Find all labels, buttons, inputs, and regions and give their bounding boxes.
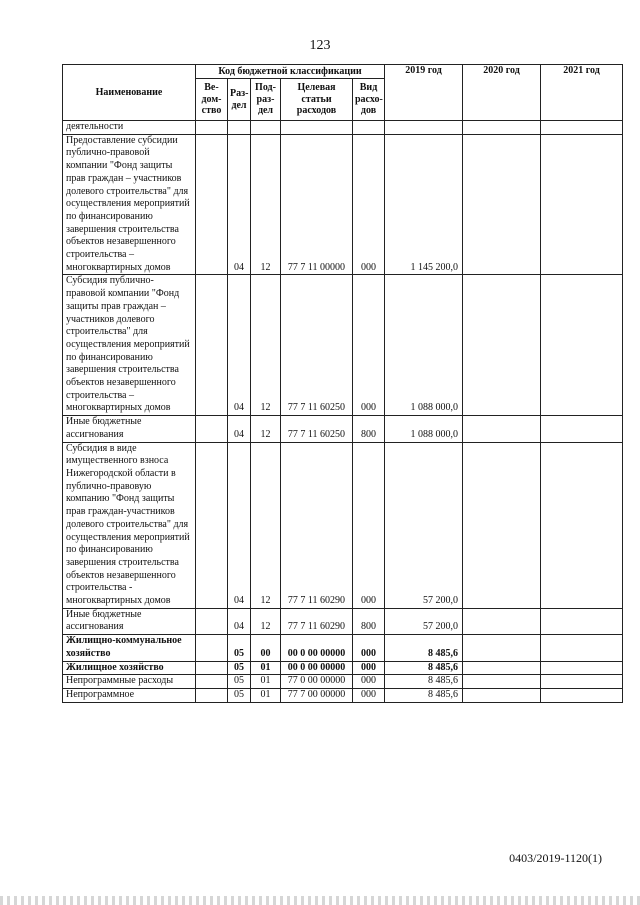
- budget-table: [62, 64, 623, 703]
- cell-target: 77 7 11 60290: [281, 442, 353, 608]
- cell-ved: [196, 121, 228, 135]
- cell-podrazdel: 01: [251, 688, 281, 702]
- cell-target: [281, 121, 353, 135]
- cell-y2020: [463, 416, 541, 442]
- cell-podrazdel: 12: [251, 442, 281, 608]
- header-target: Целевая статьи расходов: [281, 79, 353, 121]
- cell-podrazdel: 12: [251, 275, 281, 416]
- cell-razdel: 05: [228, 635, 251, 661]
- cell-y2019: 8 485,6: [385, 688, 463, 702]
- header-name: Наименование: [63, 65, 196, 121]
- cell-name: Субсидия публично-правовой компании "Фонд защиты прав граждан – участников долевого строительства" для осуществления мероприятий по финансированию завершения строительства объектов незавершенного строительства – многоквартирных домов: [63, 275, 196, 416]
- cell-name: Жилищно-коммунальное хозяйство: [63, 635, 196, 661]
- table-row: [63, 442, 623, 608]
- table-row: [63, 688, 623, 702]
- header-razdel: Раз-дел: [228, 79, 251, 121]
- table-row: [63, 275, 623, 416]
- cell-y2020: [463, 134, 541, 275]
- cell-podrazdel: 12: [251, 416, 281, 442]
- cell-y2019: 57 200,0: [385, 442, 463, 608]
- cell-razdel: 05: [228, 661, 251, 675]
- cell-vid: 800: [353, 608, 385, 634]
- cell-target: 00 0 00 00000: [281, 635, 353, 661]
- cell-razdel: 04: [228, 275, 251, 416]
- header-podrazdel: Под-раз-дел: [251, 79, 281, 121]
- table-row: [63, 635, 623, 661]
- cell-target: 77 7 11 00000: [281, 134, 353, 275]
- header-2021: 2021 год: [541, 65, 623, 121]
- table-row: [63, 675, 623, 689]
- cell-vid: 000: [353, 635, 385, 661]
- cell-y2020: [463, 275, 541, 416]
- cell-target: 77 7 00 00000: [281, 688, 353, 702]
- cell-vid: 000: [353, 275, 385, 416]
- cell-ved: [196, 442, 228, 608]
- cell-name: Непрограммное: [63, 688, 196, 702]
- cell-name: Непрограммные расходы: [63, 675, 196, 689]
- cell-razdel: 05: [228, 675, 251, 689]
- cell-vid: 000: [353, 442, 385, 608]
- cell-y2019: [385, 121, 463, 135]
- cell-y2020: [463, 675, 541, 689]
- cell-y2021: [541, 675, 623, 689]
- cell-ved: [196, 608, 228, 634]
- cell-y2019: 1 145 200,0: [385, 134, 463, 275]
- header-vid: Вид расхо-дов: [353, 79, 385, 121]
- cell-ved: [196, 134, 228, 275]
- cell-y2021: [541, 442, 623, 608]
- cell-ved: [196, 688, 228, 702]
- cell-ved: [196, 661, 228, 675]
- header-vedomstvo: Ве-дом-ство: [196, 79, 228, 121]
- cell-podrazdel: 01: [251, 661, 281, 675]
- scan-edge-strip: [0, 896, 640, 905]
- cell-y2020: [463, 661, 541, 675]
- cell-target: 00 0 00 00000: [281, 661, 353, 675]
- cell-y2021: [541, 688, 623, 702]
- cell-razdel: 05: [228, 688, 251, 702]
- cell-target: 77 7 11 60290: [281, 608, 353, 634]
- cell-y2020: [463, 121, 541, 135]
- cell-target: 77 7 11 60250: [281, 275, 353, 416]
- cell-vid: 800: [353, 416, 385, 442]
- cell-razdel: 04: [228, 608, 251, 634]
- table-row: [63, 134, 623, 275]
- cell-y2020: [463, 608, 541, 634]
- cell-y2021: [541, 661, 623, 675]
- table-row: [63, 608, 623, 634]
- cell-razdel: 04: [228, 134, 251, 275]
- header-classification: Код бюджетной классификации: [196, 65, 385, 79]
- cell-name: Субсидия в виде имущественного взноса Нижегородской области в публично-правовую компанию "Фонд защиты прав граждан-участников долевого строительства" для осуществления мероприятий по финансированию завершения строительства объектов незавершенного строительства - многоквартирных домов: [63, 442, 196, 608]
- cell-y2020: [463, 688, 541, 702]
- cell-y2021: [541, 608, 623, 634]
- cell-y2021: [541, 121, 623, 135]
- cell-vid: 000: [353, 688, 385, 702]
- cell-y2021: [541, 134, 623, 275]
- cell-razdel: [228, 121, 251, 135]
- document-code: 0403/2019-1120(1): [509, 851, 602, 865]
- cell-ved: [196, 675, 228, 689]
- cell-razdel: 04: [228, 442, 251, 608]
- cell-podrazdel: 12: [251, 608, 281, 634]
- cell-podrazdel: 12: [251, 134, 281, 275]
- cell-name: деятельности: [63, 121, 196, 135]
- cell-y2021: [541, 635, 623, 661]
- table-row: [63, 416, 623, 442]
- cell-name: Жилищное хозяйство: [63, 661, 196, 675]
- cell-vid: 000: [353, 661, 385, 675]
- cell-podrazdel: 01: [251, 675, 281, 689]
- cell-podrazdel: 00: [251, 635, 281, 661]
- cell-y2019: 57 200,0: [385, 608, 463, 634]
- table-row: [63, 661, 623, 675]
- cell-ved: [196, 416, 228, 442]
- cell-vid: 000: [353, 675, 385, 689]
- table-row: [63, 121, 623, 135]
- cell-y2019: 1 088 000,0: [385, 275, 463, 416]
- cell-y2020: [463, 442, 541, 608]
- cell-podrazdel: [251, 121, 281, 135]
- cell-target: 77 0 00 00000: [281, 675, 353, 689]
- cell-ved: [196, 635, 228, 661]
- cell-target: 77 7 11 60250: [281, 416, 353, 442]
- page-number: 123: [309, 38, 331, 53]
- header-2020: 2020 год: [463, 65, 541, 121]
- cell-y2019: 8 485,6: [385, 675, 463, 689]
- cell-y2019: 1 088 000,0: [385, 416, 463, 442]
- cell-ved: [196, 275, 228, 416]
- cell-vid: 000: [353, 134, 385, 275]
- cell-name: Иные бюджетные ассигнования: [63, 416, 196, 442]
- cell-razdel: 04: [228, 416, 251, 442]
- cell-name: Иные бюджетные ассигнования: [63, 608, 196, 634]
- cell-name: Предоставление субсидии публично-правовой компании "Фонд защиты прав граждан – участников долевого строительства" для осуществления мероприятий по финансированию завершения строительства объектов незавершенного строительства – многоквартирных домов: [63, 134, 196, 275]
- cell-y2020: [463, 635, 541, 661]
- cell-y2019: 8 485,6: [385, 661, 463, 675]
- cell-y2021: [541, 275, 623, 416]
- cell-y2021: [541, 416, 623, 442]
- cell-y2019: 8 485,6: [385, 635, 463, 661]
- header-2019: 2019 год: [385, 65, 463, 121]
- cell-vid: [353, 121, 385, 135]
